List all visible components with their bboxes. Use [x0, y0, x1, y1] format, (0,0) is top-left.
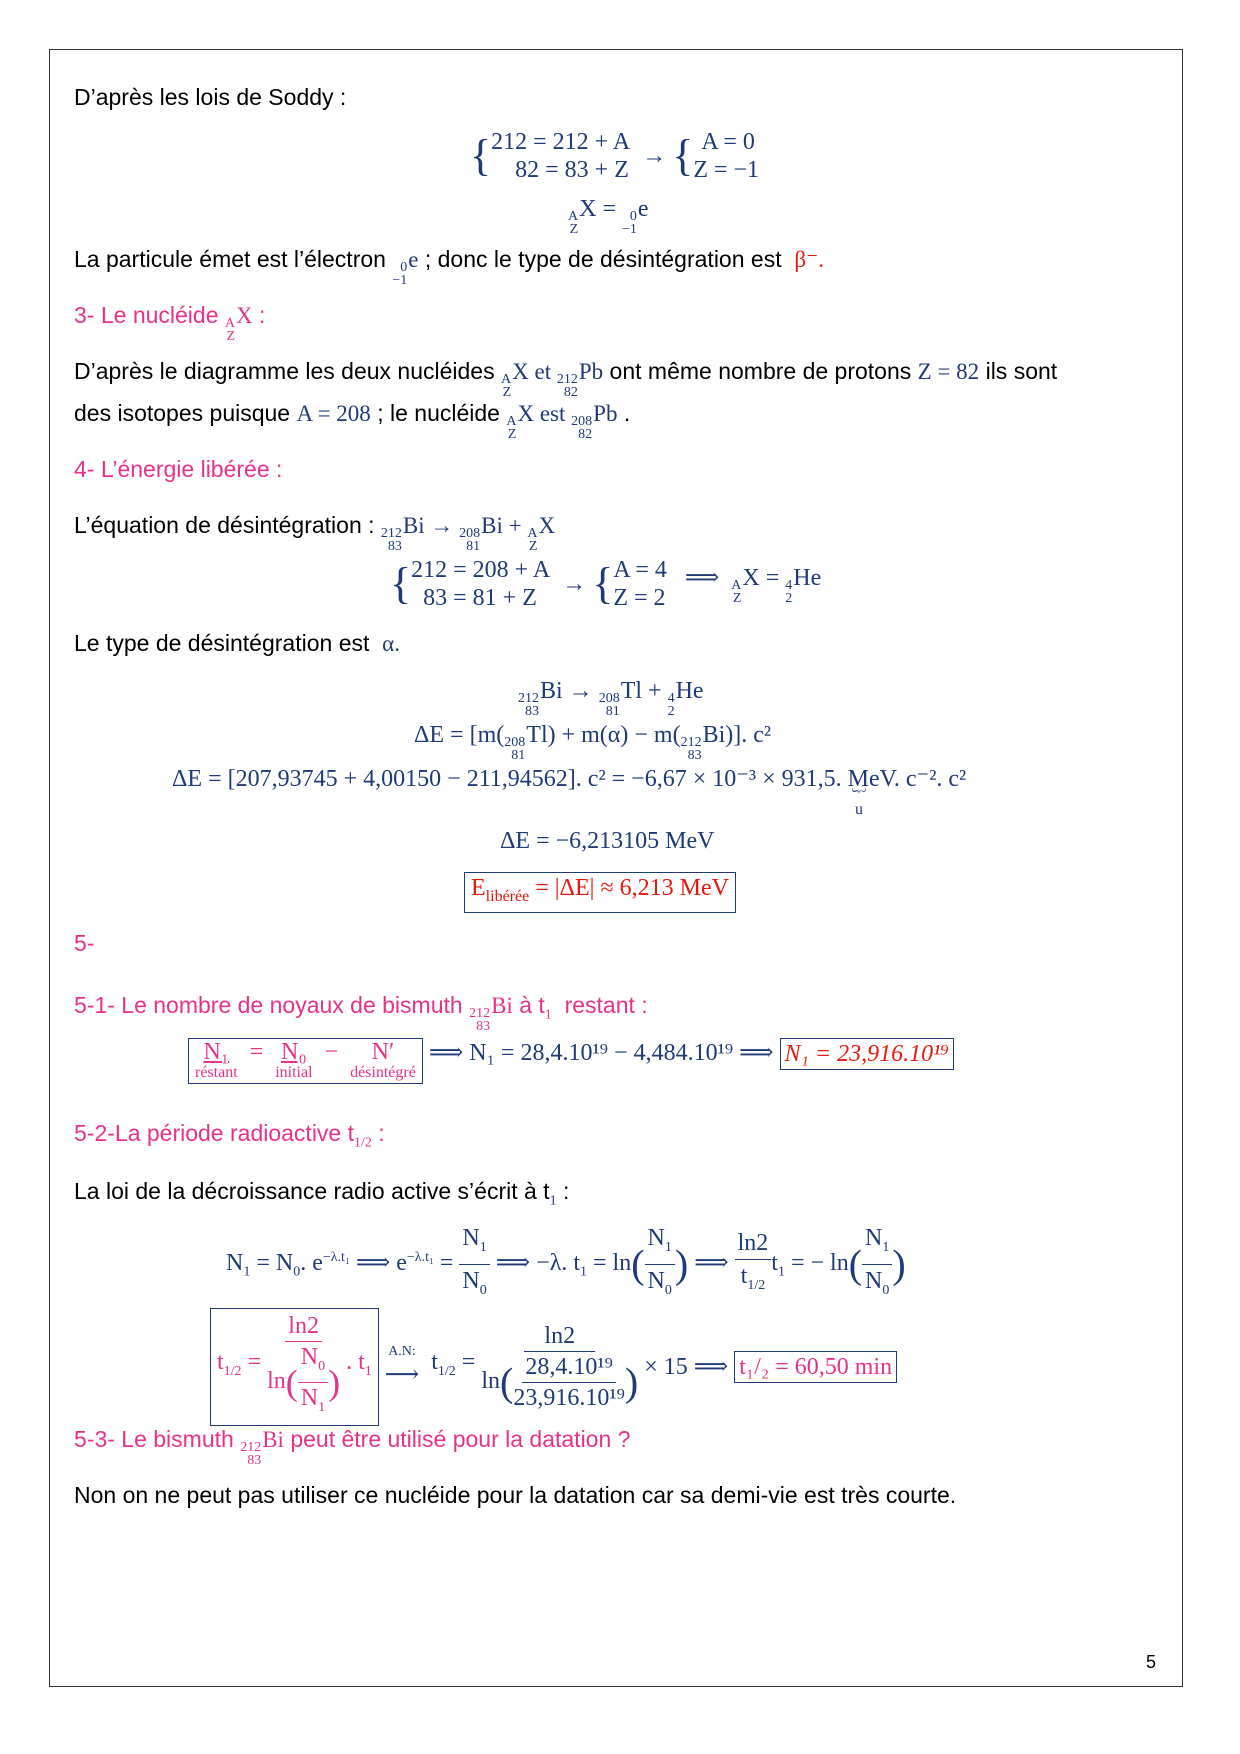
- page-number: 5: [1146, 1652, 1157, 1672]
- soddy-result: A Z X = 0 −1 e: [568, 196, 649, 237]
- nuclei-count-equation: N₁ réstant = N₀ initial − N′ désintégré ⟹ N₁ = 28,4.10¹⁹ − 4,484.10¹⁹ ⟹ N₁ = 23,916.10¹⁹: [188, 1038, 954, 1084]
- soddy-conclusion: La particule émet est l’électron 0 −1 e ; donc le type de désintégration est β⁻.: [74, 246, 824, 288]
- section-3-title: 3- Le nucléide A Z X :: [74, 302, 266, 344]
- section-4-title: 4- L’énergie libérée :: [74, 456, 283, 482]
- section-5-3-title: 5-3- Le bismuth 212 83 Bi peut être utilisé pour la datation ?: [74, 1426, 631, 1468]
- nuclei-balance-box: N₁ réstant = N₀ initial − N′ désintégré: [188, 1038, 423, 1084]
- delta-e-result: ΔE = −6,213105 MeV: [500, 828, 715, 854]
- delta-e-calculation: ΔE = [207,93745 + 4,00150 − 211,94562]. c² = −6,67 × 10⁻³ × 931,5. MeV. c⁻² ︸ u . c²: [172, 766, 967, 818]
- energy-released-result: $E_{libérée} = |\Delta E| \approx 6,213$ MeV: [464, 872, 736, 913]
- section-5-1-title: 5-1- Le nombre de noyaux de bismuth 212 83 Bi à $t_1$ restant :: [74, 992, 648, 1034]
- decay-law-intro: La loi de la décroissance radio active s’écrit à $t_1$ :: [74, 1178, 570, 1209]
- section-5-title: 5-: [74, 930, 95, 956]
- n1-result-box: N₁ = 23,916.10¹⁹: [780, 1038, 954, 1070]
- section-5-3-answer: Non on ne peut pas utiliser ce nucléide pour la datation car sa demi-vie est très courte.: [74, 1482, 957, 1508]
- section-3-p2: des isotopes puisque A = 208 ; le nucléide A Z X est 208 82 Pb .: [74, 400, 631, 442]
- section-3-p1: D’après le diagramme les deux nucléides A Z X et 212 82 Pb ont même nombre de protons Z = 82 ils sont: [74, 358, 1058, 400]
- decay-type: Le type de désintégration est α.: [74, 630, 400, 656]
- soddy-system: { 212 = 212 + A 82 = 83 + Z → { A = 0 Z = −1: [470, 129, 760, 183]
- alpha-decay-equation: 212 83 Bi → 208 81 Tl + 4 2 He: [518, 678, 704, 719]
- soddy-intro: D’après les lois de Soddy :: [74, 84, 347, 110]
- half-life-result-box: t₁/₂ = 60,50 min: [734, 1351, 897, 1383]
- decay-system: { 212 = 208 + A 83 = 81 + Z → { A = 4 Z = 2 ⟹ A Z X = 4 2 He: [390, 557, 822, 611]
- half-life-calculation: $t_{1/2}$ = ln2 ln( $\frac{N_0}{N_1}$ ) . $t_1$ A.N: ⟶ $t_{1/2}$ = ln2 ln( $\frac{\text{28,4.10¹⁹}}{\text{23,916.10¹⁹}}$ ) × 15 ⟹ t₁/₂ = 60,50 min: [210, 1308, 897, 1426]
- decay-equation: L’équation de désintégration : 212 83 Bi → 208 81 Bi + A Z X: [74, 512, 556, 554]
- section-5-2-title: 5-2-La période radioactive $t_{1/2}$ :: [74, 1120, 385, 1151]
- delta-e-formula: ΔE = [m( 208 81 Tl) + m(α) − m( 212 83 Bi)]. c²: [414, 722, 772, 763]
- half-life-formula-box: $t_{1/2}$ = ln2 ln( $\frac{N_0}{N_1}$ ) . $t_1$: [210, 1308, 379, 1426]
- decay-law-derivation: $N_1 = N_0$. $e^{-\lambda.t_1}$ ⟹ $e^{-\lambda.t_1}$ = $\frac{N_1}{N_0}$ ⟹ −λ. $t_1 = \ln$( $\frac{N_1}{N_0}$ ) ⟹ $\frac{\ln 2}{t_{1/2}}$ $t_1$ = − ln( $\frac{N_1}{N_0}$ ): [226, 1222, 906, 1307]
